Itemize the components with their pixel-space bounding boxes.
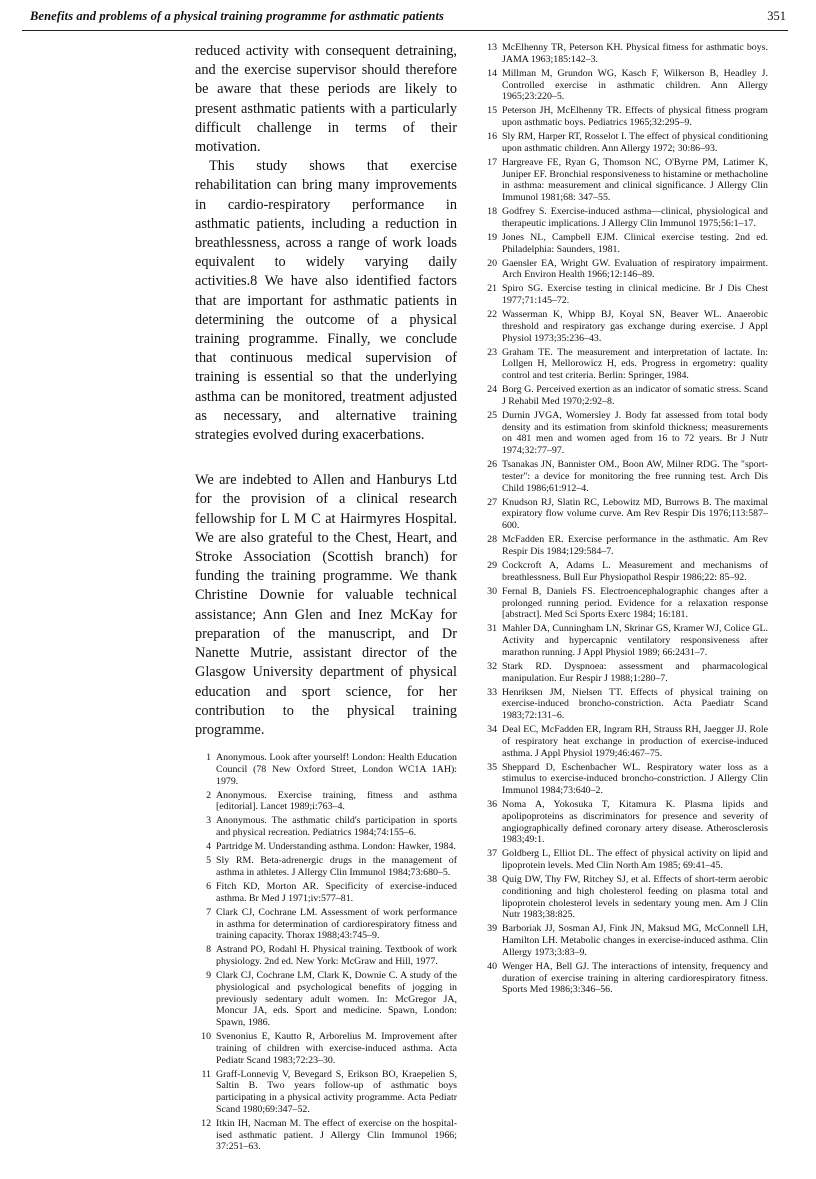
reference-number: 21 [487,283,497,295]
reference-number: 31 [487,623,497,635]
reference-number: 36 [487,799,497,811]
reference-number: 38 [487,874,497,886]
reference-text: Goldberg L, Elliot DL. The effect of physical activity on lipid and lipoprotein levels. Med Clin North Am 1985; 69:41–45. [502,848,768,872]
reference-text: Deal EC, McFadden ER, Ingram RH, Strauss RH, Jaegger JJ. Role of respiratory heat exchange in production of exercise-induced asthma. J Appl Physiol 1979;46:467–75. [502,724,768,759]
reference-item [481,105,768,128]
reference-number: 16 [487,131,497,143]
reference-item [481,131,768,154]
reference-number: 39 [487,923,497,935]
reference-text: Borg G. Perceived exertion as an indicator of somatic stress. Scand J Rehabil Med 1970;2:92–8. [502,384,768,407]
reference-item [195,970,457,1029]
reference-number: 19 [487,231,497,243]
reference-text: Henriksen JM, Nielsen TT. Effects of physical training on exercise-induced broncho-constriction. Acta Paediatr Scand 1983;72:131–6. [502,686,768,722]
reference-item [481,560,768,583]
reference-item [195,841,457,853]
reference-number: 29 [487,560,497,572]
reference-number: 26 [487,459,497,471]
reference-item [481,724,768,759]
reference-number: 10 [201,1031,211,1043]
reference-item [481,923,768,958]
reference-text: Sly RM. Beta-adrenergic drugs in the management of asthma in athletes. J Allergy Clin Immunol 1984;73:680–5. [216,855,457,878]
reference-text: Graff-Lonnevig V, Bevegard S, Erikson BO, Kraepelien S, Saltin B. Two years follow-up of asthmatic boys participating in a physical activity programme. Acta Pediatr Scand 1980;69:347–52. [216,1068,457,1115]
reference-item [481,848,768,871]
reference-item [481,497,768,532]
reference-number: 17 [487,156,497,168]
reference-number: 8 [206,944,211,956]
reference-item [481,799,768,846]
reference-item [481,687,768,722]
reference-number: 33 [487,686,497,698]
reference-text: Fitch KD, Morton AR. Specificity of exercise-induced asthma. Br Med J 1971;iv:577–81. [216,881,457,904]
reference-item [481,762,768,797]
reference-text: Clark CJ, Cochrane LM, Clark K, Downie C. A study of the physiological and psychological benefits of jogging in previously sedentary adult women. In: McGregor JA, Moncur JA, eds. Sport and medicine. Spawn, London: Spawn, 1986. [216,970,457,1028]
reference-item [481,283,768,306]
reference-item [481,459,768,494]
reference-text: Itkin IH, Nacman M. The effect of exercise on the hospital-ised asthmatic patient. J Allergy Clin Immunol 1966; 37:251–63. [216,1117,457,1153]
reference-item [195,881,457,904]
running-title: Benefits and problems of a physical training programme for asthmatic patients [30,9,444,23]
reference-text: Peterson JH, McElhenny TR. Effects of physical fitness program upon asthmatic boys. Pediatrics 1965;32:295–9. [502,105,768,128]
reference-text: Hargreave FE, Ryan G, Thomson NC, O'Byrne PM, Latimer K, Juniper EF. Bronchial responsiveness to histamine or methacholine in asthma: measurement and clinical significance. J Allergy Clin Immunol 1981;68: 347–55. [502,156,768,203]
reference-number: 27 [487,496,497,508]
reference-item [481,309,768,344]
reference-number: 13 [487,42,497,53]
reference-text: Jones NL, Campbell EJM. Clinical exercise testing. 2nd ed. Philadelphia: Saunders, 1981. [502,231,768,255]
reference-number: 25 [487,410,497,422]
reference-text: Sly RM, Harper RT, Rosselot I. The effect of physical conditioning upon asthmatic children. Ann Allergy 1972; 30:86–93. [502,131,768,154]
right-column [481,42,768,998]
reference-text: Fernal B, Daniels FS. Electroencephalographic changes after a prolonged running period. Evidence for a relaxation response [abstract]. Med Sci Sports Exerc 1984; 16:181. [502,585,768,621]
reference-item [481,232,768,255]
reference-number: 23 [487,346,497,358]
reference-text: Mahler DA, Cunningham LN, Skrinar GS, Kramer WJ, Colice GL. Activity and hypercapnic ventilatory responsiveness after marathon running. J Appl Physiol 1989; 66:2431–7. [502,623,768,658]
reference-number: 24 [487,384,497,396]
reference-list-left [195,752,457,1153]
reference-number: 6 [206,881,211,893]
reference-item [195,855,457,878]
reference-item [195,1031,457,1066]
reference-text: Tsanakas JN, Bannister OM., Boon AW, Milner RDG. The "sport-tester": a device for monitoring the free running test. Arch Dis Child 1986;61:912–4. [502,459,768,494]
reference-item [481,384,768,407]
reference-number: 30 [487,585,497,597]
reference-text: Anonymous. Exercise training, fitness and asthma [editorial]. Lancet 1989;i:763–4. [216,789,457,813]
reference-text: Noma A, Yokosuka T, Kitamura K. Plasma lipids and apolipoproteins as discriminators for presence and severity of angiographically defined coronary artery disease. Atherosclerosis 1983;49:1. [502,799,768,846]
left-column [195,42,457,1155]
reference-number: 37 [487,848,497,860]
reference-number: 4 [206,841,211,853]
reference-text: McElhenny TR, Peterson KH. Physical fitness for asthmatic boys. JAMA 1963;185:142–3. [502,42,768,65]
body-paragraph: This study shows that exercise rehabilitation can bring many improvements in cardio-respiratory performance in asthmatic patients, including a reduction in breathlessness, across a range of work loads equivalent to widely varying daily activities.8 We have also identified factors that are important for asthmatic patients in determining the outcome of a physical training programme. Finally, we conclude that continuous medical supervision of training is essential so that the underlying asthma can be monitored, treatment adjusted as necessary, and alternative training strategies evolved during exacerbations. [195,158,457,444]
reference-item [481,258,768,281]
reference-number: 3 [206,815,211,827]
reference-item [481,586,768,621]
reference-number: 35 [487,761,497,773]
page-number: 351 [767,9,786,23]
reference-number: 34 [487,724,497,736]
reference-number: 2 [206,789,211,801]
reference-item [481,347,768,382]
reference-text: Svenonius E, Kautto R, Arborelius M. Improvement after training of children with exercise-induced asthma. Acta Pediatr Scand 1983;72:23–30. [216,1031,457,1066]
reference-number: 9 [206,970,211,982]
reference-number: 32 [487,660,497,672]
reference-item [481,661,768,684]
reference-number: 40 [487,960,497,972]
reference-text: Wenger HA, Bell GJ. The interactions of intensity, frequency and duration of exercise training in altering cardiorespiratory fitness. Sports Med 1986;3:346–56. [502,960,768,996]
reference-text: Partridge M. Understanding asthma. London: Hawker, 1984. [216,841,456,853]
reference-number: 28 [487,534,497,546]
reference-text: Clark CJ, Cochrane LM. Assessment of work performance in asthma for determination of cardiorespiratory fitness and training capacity. Thorax 1988;43:745–9. [216,906,457,942]
reference-item [481,534,768,557]
reference-item [195,790,457,813]
reference-item [195,944,457,967]
reference-text: Wasserman K, Whipp BJ, Koyal SN, Beaver WL. Anaerobic threshold and respiratory gas exchange during exercise. J Appl Physiol 1973;35:236–43. [502,309,768,344]
reference-item [481,68,768,103]
reference-text: Millman M, Grundon WG, Kasch F, Wilkerson B, Headley J. Controlled exercise in asthmatic children. Ann Allergy 1965;23:220–5. [502,67,768,103]
reference-number: 22 [487,309,497,321]
reference-item [481,206,768,229]
reference-text: Quig DW, Thy FW, Ritchey SJ, et al. Effects of short-term aerobic conditioning and high cholesterol feeding on plasma total and lipoprotein cholesterol levels in sedentary young men. Am J Clin Nutr 1983;38:825. [502,874,768,921]
reference-item [481,410,768,457]
reference-item [481,42,768,65]
page-header [22,4,788,31]
reference-number: 5 [206,855,211,867]
reference-number: 20 [487,257,497,269]
reference-text: Graham TE. The measurement and interpretation of lactate. In: Lollgen H, Mellorowicz H, eds. Progress in ergometry: quality control and test criteria. Berlin: Springer, 1984. [502,346,768,382]
reference-text: Anonymous. The asthmatic child's participation in sports and physical recreation. Pediatrics 1984;74:155–6. [216,815,457,839]
reference-list-right [481,42,768,996]
reference-text: Barboriak JJ, Sosman AJ, Fink JN, Maksud MG, McConnell LH, Hamilton LH. Metabolic changes in exercise-induced asthma. Clin Allergy 1973;3:83–9. [502,923,768,958]
reference-number: 14 [487,67,497,79]
reference-number: 11 [201,1068,211,1080]
acknowledgements: We are indebted to Allen and Hanburys Ltd for the provision of a clinical research fellowship for L M C at Hairmyres Hospital. We are also grateful to the Chest, Heart, and Stroke Association (Scottish branch) for funding the training programme. We thank Christine Downie for valuable technical assistance; Ann Glen and Inez McKay for preparation of the manuscript, and Dr Nanette Mutrie, assistant director of the Glasgow University department of physical education and sport science, for her contribution to the physical training programme. [195,472,457,738]
reference-item [481,623,768,658]
reference-text: Sheppard D, Eschenbacher WL. Respiratory water loss as a stimulus to exercise-induced broncho-constriction. J Allergy Clin Immunol 1984;73:640–2. [502,761,768,797]
reference-item [195,752,457,787]
reference-text: McFadden ER. Exercise performance in the asthmatic. Am Rev Respir Dis 1984;129:584–7. [502,534,768,557]
reference-item [195,815,457,838]
reference-text: Godfrey S. Exercise-induced asthma—clinical, physiological and therapeutic implications. J Allergy Clin Immunol 1975;56:1–17. [502,206,768,229]
reference-item [481,874,768,921]
reference-number: 15 [487,105,497,117]
reference-number: 12 [201,1117,211,1129]
reference-text: Anonymous. Look after yourself! London: Health Education Council (78 New Oxford Street, London WC1A 1AH): 1979. [216,752,457,787]
reference-item [481,157,768,204]
reference-text: Gaensler EA, Wright GW. Evaluation of respiratory impairment. Arch Environ Health 1966;12:146–89. [502,257,768,281]
reference-item [481,961,768,996]
reference-text: Stark RD. Dyspnoea: assessment and pharmacological manipulation. Eur Respir J 1988;1:280–7. [502,660,768,684]
reference-text: Cockcroft A, Adams L. Measurement and mechanisms of breathlessness. Bull Eur Physiopathol Respir 1986;22: 85–92. [502,560,768,583]
reference-text: Knudson RJ, Slatin RC, Lebowitz MD, Burrows B. The maximal expiratory flow volume curve. Am Rev Respir Dis 1976;113:587–600. [502,496,768,532]
reference-number: 1 [206,752,211,764]
reference-text: Spiro SG. Exercise testing in clinical medicine. Br J Dis Chest 1977;71:145–72. [502,283,768,307]
reference-text: Astrand PO, Rodahl H. Physical training. Textbook of work physiology. 2nd ed. New York: McGraw and Hill, 1977. [216,944,457,968]
reference-item [195,1118,457,1153]
reference-item [195,907,457,942]
reference-number: 18 [487,206,497,218]
reference-number: 7 [206,906,211,918]
body-paragraph: reduced activity with consequent detraining, and the exercise supervisor should therefore be aware that these periods are likely to present asthmatic patients with a particularly difficult challenge in terms of their motivation. [195,43,457,156]
reference-text: Durnin JVGA, Womersley J. Body fat assessed from total body density and its estimation from skinfold thickness; measurements on 481 men and women aged from 16 to 72 years. Br J Nutr 1974;32:77–97. [502,410,768,457]
reference-item [195,1069,457,1116]
